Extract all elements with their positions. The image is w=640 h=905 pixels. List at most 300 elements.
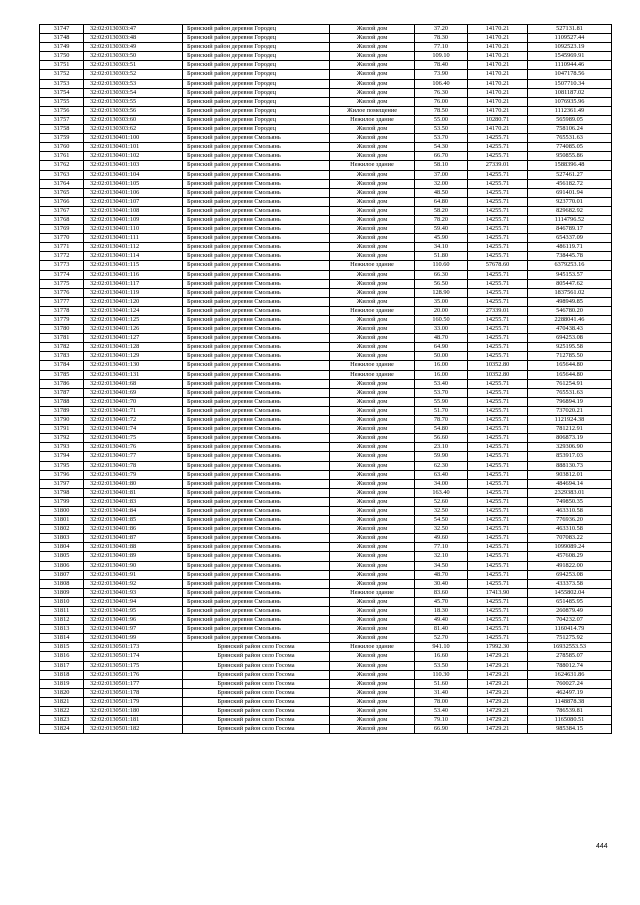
cadastral-value-cell: 707083.22 — [528, 534, 612, 543]
cadastral-number-cell: 32:02:0130401:117 — [84, 279, 183, 288]
object-type-cell: Жилой дом — [330, 570, 415, 579]
area-cell: 78.70 — [415, 416, 468, 425]
area-cell: 35.00 — [415, 297, 468, 306]
object-type-cell: Жилой дом — [330, 197, 415, 206]
unit-value-cell: 14170.21 — [468, 34, 528, 43]
cadastral-number-cell: 32:02:0130401:75 — [84, 434, 183, 443]
table-row — [40, 670, 612, 679]
address-cell: Брянский район деревня Смольянь — [183, 452, 330, 461]
row-number-cell: 31812 — [40, 616, 84, 625]
cadastral-value-cell: 486119.71 — [528, 243, 612, 252]
cadastral-number-cell: 32:02:0130401:85 — [84, 516, 183, 525]
row-number-cell: 31793 — [40, 443, 84, 452]
cadastral-value-cell: 786539.81 — [528, 707, 612, 716]
cadastral-number-cell: 32:02:0130401:70 — [84, 397, 183, 406]
unit-value-cell: 14255.71 — [468, 270, 528, 279]
row-number-cell: 31768 — [40, 215, 84, 224]
cadastral-number-cell: 32:02:0130401:101 — [84, 143, 183, 152]
address-cell: Брянский район деревня Смольянь — [183, 388, 330, 397]
unit-value-cell: 14255.71 — [468, 634, 528, 643]
cadastral-value-cell: 774085.05 — [528, 143, 612, 152]
table-row — [40, 552, 612, 561]
cadastral-value-cell: 462497.19 — [528, 688, 612, 697]
table-row — [40, 34, 612, 43]
table-row — [40, 643, 612, 652]
area-cell: 66.30 — [415, 270, 468, 279]
row-number-cell: 31763 — [40, 170, 84, 179]
unit-value-cell: 14255.71 — [468, 497, 528, 506]
address-cell: Брянский район деревня Смольянь — [183, 252, 330, 261]
object-type-cell: Жилой дом — [330, 725, 415, 734]
object-type-cell: Жилой дом — [330, 634, 415, 643]
object-type-cell: Жилой дом — [330, 188, 415, 197]
row-number-cell: 31779 — [40, 316, 84, 325]
table-row — [40, 406, 612, 415]
object-type-cell: Жилой дом — [330, 316, 415, 325]
row-number-cell: 31818 — [40, 670, 84, 679]
address-cell: Брянский район деревня Городец — [183, 125, 330, 134]
cadastral-value-cell: 165644.80 — [528, 361, 612, 370]
unit-value-cell: 10280.71 — [468, 115, 528, 124]
cadastral-value-cell: 1165080.51 — [528, 716, 612, 725]
area-cell: 32.50 — [415, 525, 468, 534]
cadastral-value-cell: 6379253.16 — [528, 261, 612, 270]
cadastral-value-cell: 1160414.79 — [528, 625, 612, 634]
address-cell: Брянский район село Госома — [183, 679, 330, 688]
unit-value-cell: 14255.71 — [468, 543, 528, 552]
cadastral-value-cell: 903812.01 — [528, 470, 612, 479]
unit-value-cell: 14255.71 — [468, 579, 528, 588]
address-cell: Брянский район деревня Смольянь — [183, 161, 330, 170]
cadastral-number-cell: 32:02:0130401:114 — [84, 252, 183, 261]
table-row — [40, 225, 612, 234]
cadastral-value-cell: 737020.21 — [528, 406, 612, 415]
area-cell: 58.10 — [415, 161, 468, 170]
row-number-cell: 31806 — [40, 561, 84, 570]
cadastral-value-cell: 1112361.49 — [528, 106, 612, 115]
row-number-cell: 31770 — [40, 234, 84, 243]
area-cell: 66.70 — [415, 152, 468, 161]
cadastral-value-cell: 1455802.04 — [528, 588, 612, 597]
row-number-cell: 31823 — [40, 716, 84, 725]
area-cell: 78.40 — [415, 61, 468, 70]
table-row — [40, 470, 612, 479]
unit-value-cell: 14729.21 — [468, 688, 528, 697]
unit-value-cell: 14255.71 — [468, 352, 528, 361]
row-number-cell: 31819 — [40, 679, 84, 688]
cadastral-value-cell: 1081187.02 — [528, 88, 612, 97]
table-row — [40, 52, 612, 61]
object-type-cell: Жилой дом — [330, 561, 415, 570]
table-row — [40, 697, 612, 706]
cadastral-number-cell: 32:02:0130303:60 — [84, 115, 183, 124]
cadastral-value-cell: 546780.20 — [528, 306, 612, 315]
address-cell: Брянский район деревня Смольянь — [183, 270, 330, 279]
cadastral-value-cell: 329306.90 — [528, 443, 612, 452]
area-cell: 45.70 — [415, 597, 468, 606]
cadastral-number-cell: 32:02:0130501:180 — [84, 707, 183, 716]
cadastral-number-cell: 32:02:0130303:62 — [84, 125, 183, 134]
row-number-cell: 31798 — [40, 488, 84, 497]
row-number-cell: 31783 — [40, 352, 84, 361]
cadastral-number-cell: 32:02:0130401:106 — [84, 188, 183, 197]
area-cell: 63.40 — [415, 470, 468, 479]
cadastral-value-cell: 1624631.86 — [528, 670, 612, 679]
page-number: 444 — [596, 843, 608, 850]
object-type-cell: Нежилое здание — [330, 115, 415, 124]
object-type-cell: Жилой дом — [330, 252, 415, 261]
unit-value-cell: 14255.71 — [468, 625, 528, 634]
unit-value-cell: 14170.21 — [468, 70, 528, 79]
cadastral-value-cell: 491822.00 — [528, 561, 612, 570]
table-row — [40, 506, 612, 515]
cadastral-number-cell: 32:02:0130401:119 — [84, 288, 183, 297]
cadastral-value-cell: 765531.63 — [528, 134, 612, 143]
cadastral-value-cell: 165644.80 — [528, 370, 612, 379]
cadastral-value-cell: 457608.29 — [528, 552, 612, 561]
row-number-cell: 31764 — [40, 179, 84, 188]
unit-value-cell: 14255.71 — [468, 452, 528, 461]
area-cell: 54.30 — [415, 143, 468, 152]
cadastral-number-cell: 32:02:0130401:100 — [84, 134, 183, 143]
area-cell: 53.40 — [415, 379, 468, 388]
area-cell: 79.10 — [415, 716, 468, 725]
object-type-cell: Жилой дом — [330, 534, 415, 543]
row-number-cell: 31801 — [40, 516, 84, 525]
cadastral-value-cell: 1110944.46 — [528, 61, 612, 70]
object-type-cell: Жилой дом — [330, 707, 415, 716]
object-type-cell: Жилой дом — [330, 34, 415, 43]
address-cell: Брянский район село Госома — [183, 652, 330, 661]
table-row — [40, 716, 612, 725]
object-type-cell: Жилой дом — [330, 416, 415, 425]
cadastral-value-cell: 796894.19 — [528, 397, 612, 406]
row-number-cell: 31767 — [40, 206, 84, 215]
address-cell: Брянский район деревня Смольянь — [183, 215, 330, 224]
unit-value-cell: 14170.21 — [468, 79, 528, 88]
cadastral-value-cell: 694253.08 — [528, 334, 612, 343]
cadastral-value-cell: 1109527.44 — [528, 34, 612, 43]
area-cell: 37.20 — [415, 25, 468, 34]
address-cell: Брянский район деревня Городец — [183, 88, 330, 97]
address-cell: Брянский район деревня Городец — [183, 79, 330, 88]
cadastral-number-cell: 32:02:0130303:51 — [84, 61, 183, 70]
object-type-cell: Жилой дом — [330, 397, 415, 406]
cadastral-value-cell: 738445.78 — [528, 252, 612, 261]
object-type-cell: Жилой дом — [330, 543, 415, 552]
cadastral-number-cell: 32:02:0130501:177 — [84, 679, 183, 688]
table-row — [40, 206, 612, 215]
unit-value-cell: 14170.21 — [468, 125, 528, 134]
cadastral-value-cell: 888130.73 — [528, 461, 612, 470]
table-row — [40, 115, 612, 124]
area-cell: 51.60 — [415, 679, 468, 688]
row-number-cell: 31774 — [40, 270, 84, 279]
object-type-cell: Жилой дом — [330, 379, 415, 388]
object-type-cell: Жилой дом — [330, 143, 415, 152]
cadastral-value-cell: 16932553.53 — [528, 643, 612, 652]
unit-value-cell: 14255.71 — [468, 206, 528, 215]
unit-value-cell: 14255.71 — [468, 506, 528, 515]
row-number-cell: 31785 — [40, 370, 84, 379]
area-cell: 52.60 — [415, 497, 468, 506]
address-cell: Брянский район деревня Смольянь — [183, 634, 330, 643]
cadastral-number-cell: 32:02:0130303:52 — [84, 70, 183, 79]
table-row — [40, 634, 612, 643]
unit-value-cell: 14255.71 — [468, 152, 528, 161]
cadastral-number-cell: 32:02:0130401:97 — [84, 625, 183, 634]
unit-value-cell: 14170.21 — [468, 88, 528, 97]
object-type-cell: Жилой дом — [330, 652, 415, 661]
table-row — [40, 261, 612, 270]
unit-value-cell: 14729.21 — [468, 697, 528, 706]
unit-value-cell: 14255.71 — [468, 607, 528, 616]
cadastral-value-cell: 776936.20 — [528, 516, 612, 525]
object-type-cell: Жилой дом — [330, 88, 415, 97]
cadastral-value-cell: 751275.92 — [528, 634, 612, 643]
row-number-cell: 31802 — [40, 525, 84, 534]
cadastral-number-cell: 32:02:0130401:109 — [84, 215, 183, 224]
address-cell: Брянский район деревня Смольянь — [183, 516, 330, 525]
cadastral-number-cell: 32:02:0130401:111 — [84, 234, 183, 243]
area-cell: 48.50 — [415, 188, 468, 197]
unit-value-cell: 14255.71 — [468, 188, 528, 197]
address-cell: Брянский район деревня Смольянь — [183, 425, 330, 434]
table-row — [40, 725, 612, 734]
area-cell: 163.40 — [415, 488, 468, 497]
address-cell: Брянский район деревня Смольянь — [183, 534, 330, 543]
property-register-table — [39, 24, 612, 734]
object-type-cell: Жилой дом — [330, 297, 415, 306]
cadastral-number-cell: 32:02:0130401:81 — [84, 488, 183, 497]
cadastral-number-cell: 32:02:0130501:182 — [84, 725, 183, 734]
area-cell: 32.00 — [415, 179, 468, 188]
address-cell: Брянский район деревня Смольянь — [183, 461, 330, 470]
cadastral-number-cell: 32:02:0130401:93 — [84, 588, 183, 597]
object-type-cell: Жилой дом — [330, 206, 415, 215]
cadastral-number-cell: 32:02:0130303:50 — [84, 52, 183, 61]
area-cell: 31.40 — [415, 688, 468, 697]
address-cell: Брянский район деревня Смольянь — [183, 188, 330, 197]
cadastral-number-cell: 32:02:0130401:76 — [84, 443, 183, 452]
cadastral-number-cell: 32:02:0130401:102 — [84, 152, 183, 161]
unit-value-cell: 14729.21 — [468, 679, 528, 688]
cadastral-number-cell: 32:02:0130501:178 — [84, 688, 183, 697]
cadastral-number-cell: 32:02:0130401:87 — [84, 534, 183, 543]
area-cell: 34.00 — [415, 479, 468, 488]
object-type-cell: Жилой дом — [330, 434, 415, 443]
area-cell: 55.00 — [415, 115, 468, 124]
cadastral-value-cell: 498949.85 — [528, 297, 612, 306]
address-cell: Брянский район село Госома — [183, 707, 330, 716]
unit-value-cell: 14255.71 — [468, 597, 528, 606]
area-cell: 48.70 — [415, 570, 468, 579]
unit-value-cell: 14255.71 — [468, 488, 528, 497]
address-cell: Брянский район деревня Городец — [183, 115, 330, 124]
unit-value-cell: 14255.71 — [468, 134, 528, 143]
address-cell: Брянский район деревня Смольянь — [183, 306, 330, 315]
unit-value-cell: 14255.71 — [468, 406, 528, 415]
area-cell: 110.60 — [415, 261, 468, 270]
object-type-cell: Жилой дом — [330, 425, 415, 434]
table-row — [40, 243, 612, 252]
address-cell: Брянский район село Госома — [183, 670, 330, 679]
object-type-cell: Нежилое здание — [330, 161, 415, 170]
area-cell: 55.90 — [415, 397, 468, 406]
table-row — [40, 79, 612, 88]
table-row — [40, 179, 612, 188]
area-cell: 16.60 — [415, 652, 468, 661]
area-cell: 160.50 — [415, 316, 468, 325]
cadastral-number-cell: 32:02:0130401:96 — [84, 616, 183, 625]
cadastral-value-cell: 1092523.19 — [528, 43, 612, 52]
cadastral-value-cell: 260879.49 — [528, 607, 612, 616]
object-type-cell: Жилое помещение — [330, 106, 415, 115]
cadastral-value-cell: 761254.91 — [528, 379, 612, 388]
cadastral-value-cell: 1545969.91 — [528, 52, 612, 61]
cadastral-value-cell: 1837561.02 — [528, 288, 612, 297]
row-number-cell: 31786 — [40, 379, 84, 388]
unit-value-cell: 14255.71 — [468, 243, 528, 252]
table-row — [40, 688, 612, 697]
unit-value-cell: 14170.21 — [468, 61, 528, 70]
cadastral-value-cell: 923770.01 — [528, 197, 612, 206]
address-cell: Брянский район деревня Смольянь — [183, 379, 330, 388]
object-type-cell: Жилой дом — [330, 452, 415, 461]
row-number-cell: 31760 — [40, 143, 84, 152]
address-cell: Брянский район деревня Смольянь — [183, 607, 330, 616]
cadastral-value-cell: 1507710.34 — [528, 79, 612, 88]
object-type-cell: Жилой дом — [330, 461, 415, 470]
address-cell: Брянский район деревня Смольянь — [183, 316, 330, 325]
unit-value-cell: 14255.71 — [468, 416, 528, 425]
object-type-cell: Нежилое здание — [330, 370, 415, 379]
unit-value-cell: 14255.71 — [468, 334, 528, 343]
object-type-cell: Жилой дом — [330, 406, 415, 415]
cadastral-value-cell: 565989.05 — [528, 115, 612, 124]
unit-value-cell: 17992.30 — [468, 643, 528, 652]
row-number-cell: 31792 — [40, 434, 84, 443]
row-number-cell: 31750 — [40, 52, 84, 61]
row-number-cell: 31808 — [40, 579, 84, 588]
area-cell: 20.00 — [415, 306, 468, 315]
object-type-cell: Жилой дом — [330, 125, 415, 134]
unit-value-cell: 27339.01 — [468, 306, 528, 315]
cadastral-number-cell: 32:02:0130401:80 — [84, 479, 183, 488]
cadastral-number-cell: 32:02:0130401:78 — [84, 461, 183, 470]
object-type-cell: Жилой дом — [330, 325, 415, 334]
area-cell: 64.90 — [415, 343, 468, 352]
unit-value-cell: 14170.21 — [468, 52, 528, 61]
address-cell: Брянский район деревня Смольянь — [183, 134, 330, 143]
object-type-cell: Жилой дом — [330, 670, 415, 679]
address-cell: Брянский район деревня Смольянь — [183, 370, 330, 379]
table-row — [40, 370, 612, 379]
object-type-cell: Жилой дом — [330, 497, 415, 506]
address-cell: Брянский район деревня Смольянь — [183, 416, 330, 425]
object-type-cell: Жилой дом — [330, 388, 415, 397]
area-cell: 32.10 — [415, 552, 468, 561]
table-row — [40, 679, 612, 688]
address-cell: Брянский район деревня Смольянь — [183, 279, 330, 288]
row-number-cell: 31814 — [40, 634, 84, 643]
cadastral-value-cell: 1076935.96 — [528, 97, 612, 106]
unit-value-cell: 17413.90 — [468, 588, 528, 597]
table-row — [40, 397, 612, 406]
unit-value-cell: 14255.71 — [468, 252, 528, 261]
object-type-cell: Жилой дом — [330, 488, 415, 497]
unit-value-cell: 14729.21 — [468, 725, 528, 734]
row-number-cell: 31789 — [40, 406, 84, 415]
cadastral-number-cell: 32:02:0130303:56 — [84, 106, 183, 115]
row-number-cell: 31822 — [40, 707, 84, 716]
register-page — [39, 24, 611, 734]
cadastral-number-cell: 32:02:0130303:49 — [84, 43, 183, 52]
row-number-cell: 31813 — [40, 625, 84, 634]
address-cell: Брянский район деревня Смольянь — [183, 434, 330, 443]
object-type-cell: Жилой дом — [330, 470, 415, 479]
area-cell: 77.10 — [415, 43, 468, 52]
area-cell: 78.30 — [415, 34, 468, 43]
object-type-cell: Жилой дом — [330, 352, 415, 361]
table-row — [40, 661, 612, 670]
address-cell: Брянский район деревня Смольянь — [183, 579, 330, 588]
address-cell: Брянский район деревня Смольянь — [183, 325, 330, 334]
cadastral-value-cell: 1099089.24 — [528, 543, 612, 552]
object-type-cell: Жилой дом — [330, 607, 415, 616]
unit-value-cell: 14255.71 — [468, 552, 528, 561]
area-cell: 78.50 — [415, 106, 468, 115]
table-row — [40, 215, 612, 224]
cadastral-value-cell: 765531.63 — [528, 388, 612, 397]
row-number-cell: 31758 — [40, 125, 84, 134]
cadastral-value-cell: 456182.72 — [528, 179, 612, 188]
table-row — [40, 306, 612, 315]
cadastral-number-cell: 32:02:0130401:112 — [84, 243, 183, 252]
table-row — [40, 561, 612, 570]
address-cell: Брянский район деревня Смольянь — [183, 588, 330, 597]
table-row — [40, 625, 612, 634]
address-cell: Брянский район деревня Городец — [183, 106, 330, 115]
table-row — [40, 252, 612, 261]
area-cell: 54.80 — [415, 425, 468, 434]
object-type-cell: Жилой дом — [330, 697, 415, 706]
table-row — [40, 570, 612, 579]
table-row — [40, 543, 612, 552]
area-cell: 53.50 — [415, 661, 468, 670]
object-type-cell: Жилой дом — [330, 661, 415, 670]
table-row — [40, 170, 612, 179]
address-cell: Брянский район деревня Смольянь — [183, 143, 330, 152]
unit-value-cell: 14255.71 — [468, 534, 528, 543]
unit-value-cell: 14255.71 — [468, 425, 528, 434]
row-number-cell: 31778 — [40, 306, 84, 315]
unit-value-cell: 14255.71 — [468, 143, 528, 152]
area-cell: 59.90 — [415, 452, 468, 461]
unit-value-cell: 10352.80 — [468, 370, 528, 379]
unit-value-cell: 14255.71 — [468, 561, 528, 570]
cadastral-value-cell: 749850.35 — [528, 497, 612, 506]
area-cell: 52.70 — [415, 634, 468, 643]
area-cell: 49.40 — [415, 616, 468, 625]
cadastral-number-cell: 32:02:0130501:174 — [84, 652, 183, 661]
cadastral-value-cell: 651485.95 — [528, 597, 612, 606]
table-row — [40, 316, 612, 325]
area-cell: 16.00 — [415, 370, 468, 379]
area-cell: 53.70 — [415, 388, 468, 397]
area-cell: 50.00 — [415, 352, 468, 361]
area-cell: 76.00 — [415, 97, 468, 106]
